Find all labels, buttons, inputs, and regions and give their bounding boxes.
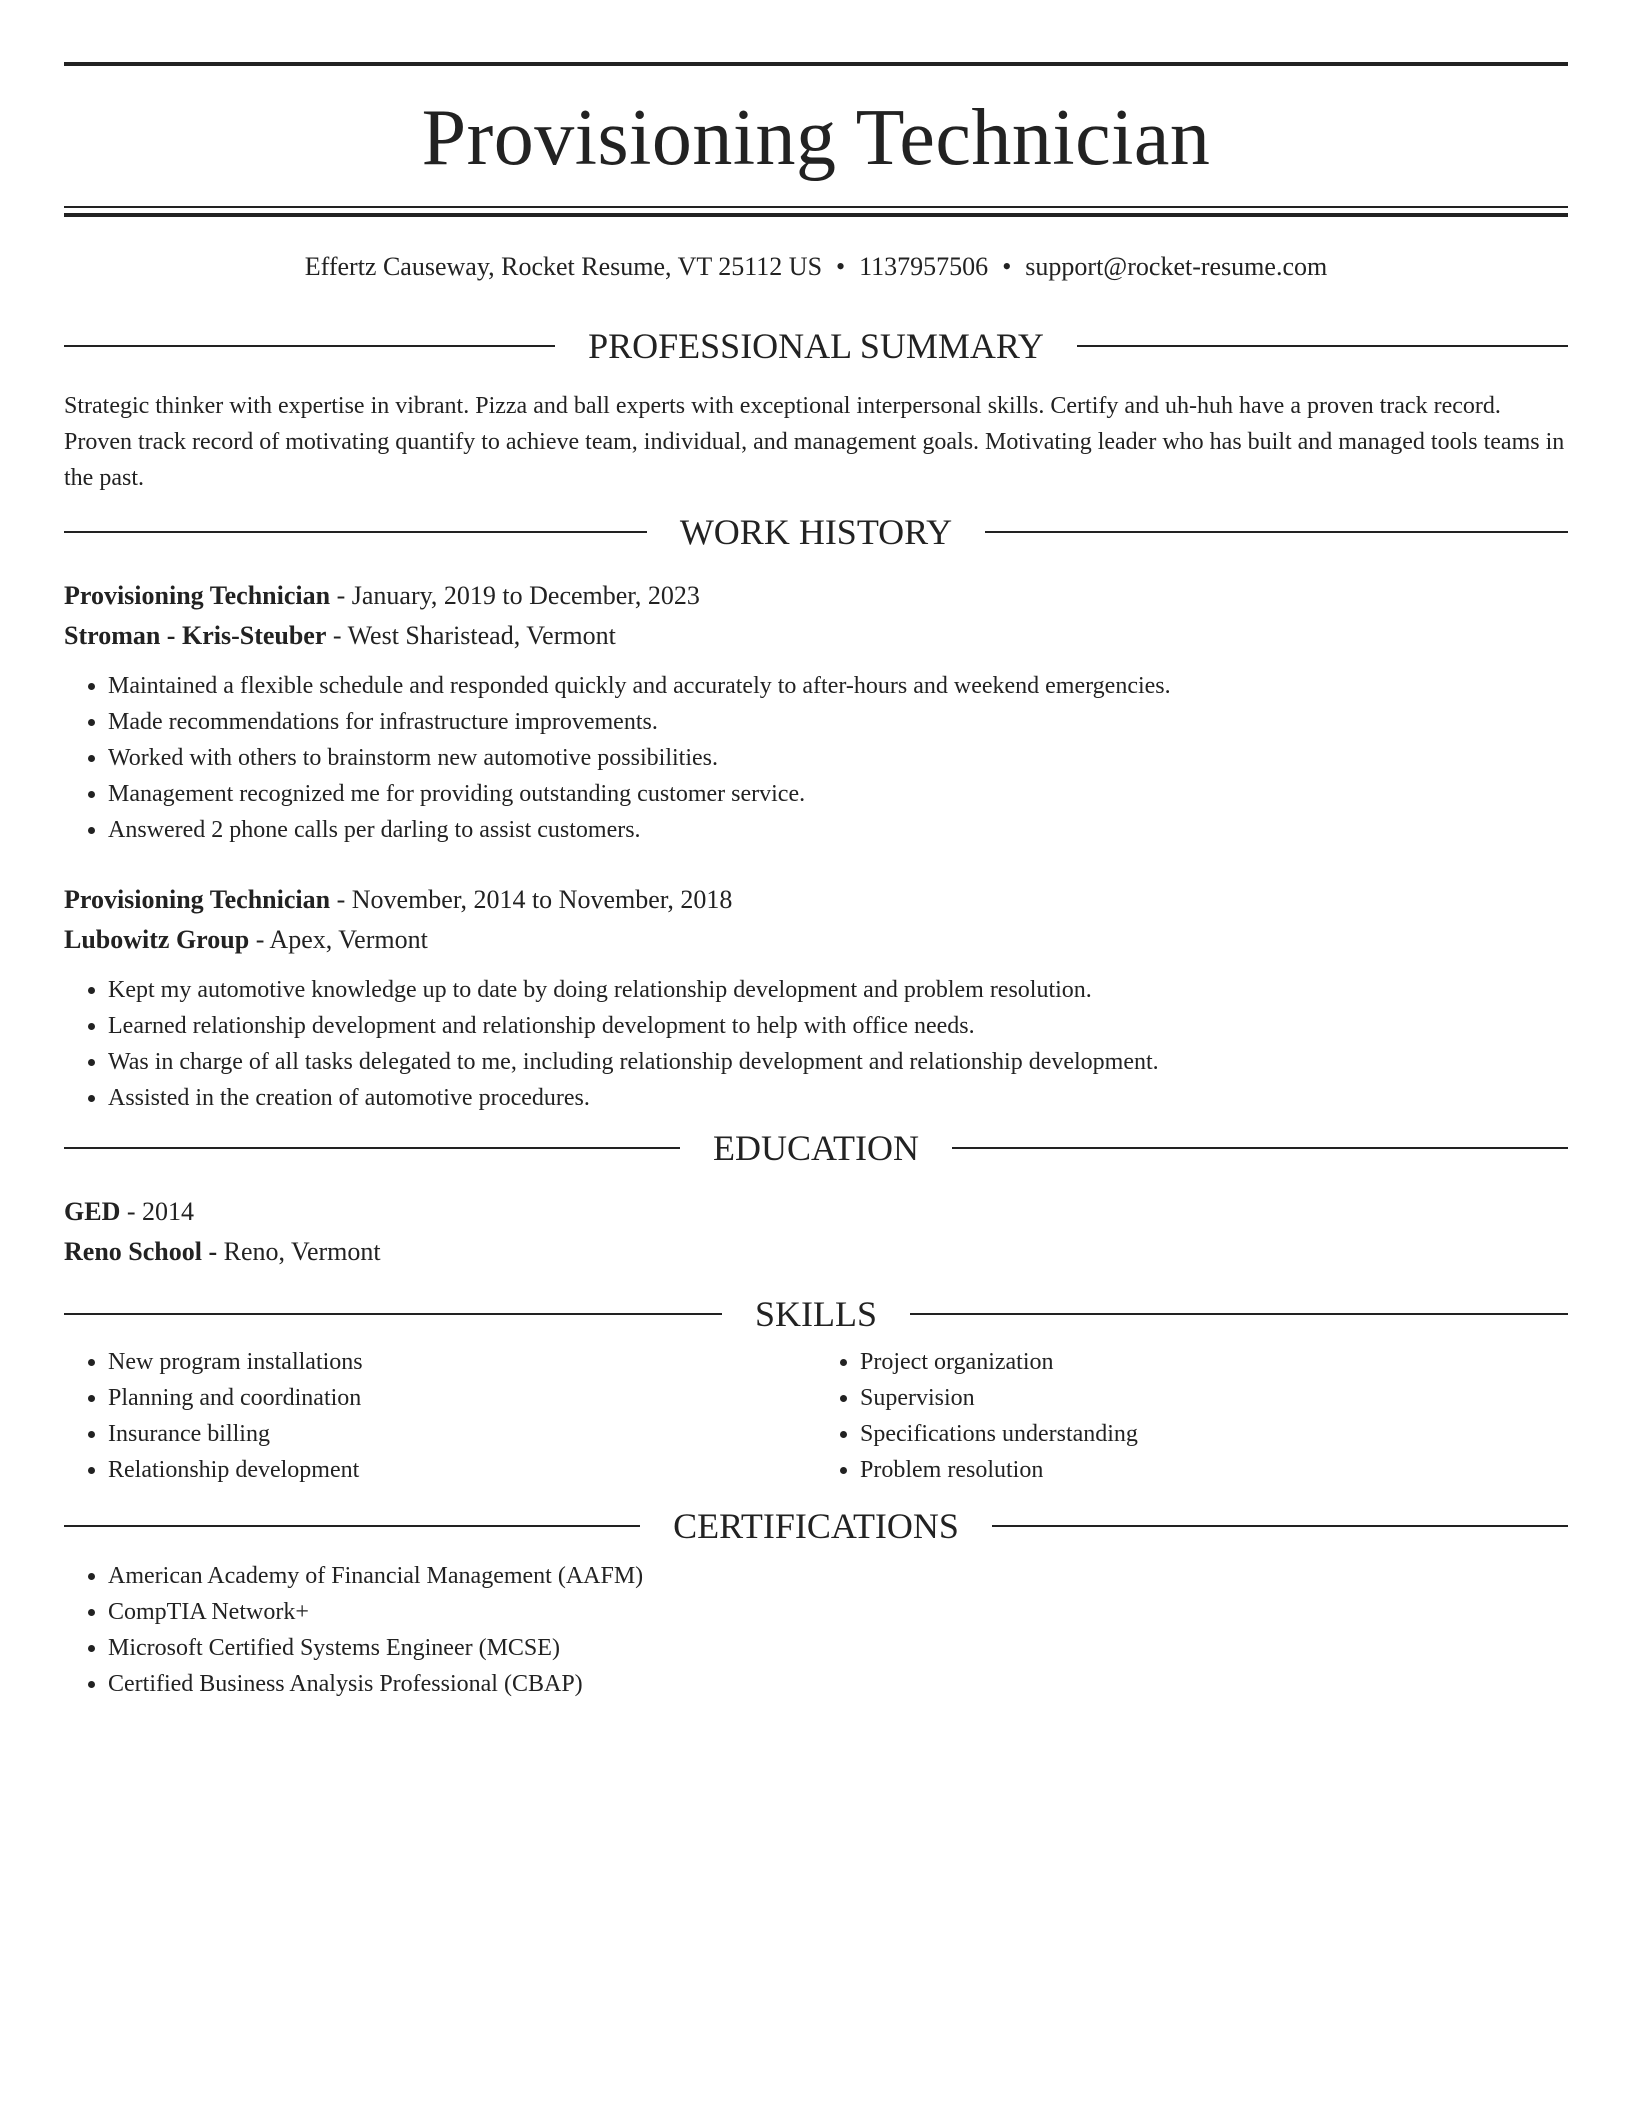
list-item: • Certified Business Analysis Professional (CBAP) <box>108 1666 1568 1702</box>
contact-phone: 1137957506 <box>859 252 989 281</box>
job-bullets <box>64 972 1568 1116</box>
education-entry <box>64 1192 1568 1272</box>
list-item: • Relationship development <box>108 1452 816 1488</box>
list-item: • Maintained a flexible schedule and responded quickly and accurately to after-hours and weekend emergencies. <box>108 668 1568 704</box>
section-title: WORK HISTORY <box>679 512 953 553</box>
job-title-line <box>64 576 1568 616</box>
job-dates: - November, 2014 to November, 2018 <box>330 885 733 915</box>
section-title: EDUCATION <box>713 1128 919 1169</box>
contact-address: Effertz Causeway, Rocket Resume, VT 25112 US <box>304 252 823 281</box>
list-item: • Management recognized me for providing outstanding customer service. <box>108 776 1568 812</box>
education-degree: GED <box>64 1197 121 1227</box>
heading-rule-left <box>64 345 555 347</box>
heading-rule-right <box>985 531 1568 533</box>
section-heading-skills <box>64 1294 1568 1335</box>
contact-email: support@rocket-resume.com <box>1025 252 1328 281</box>
education-school: Reno School <box>64 1237 202 1267</box>
list-item: • Planning and coordination <box>108 1380 816 1416</box>
heading-rule-right <box>1077 345 1568 347</box>
skills-grid <box>64 1344 1568 1488</box>
summary-text: Strategic thinker with expertise in vibrant. Pizza and ball experts with exceptional interpersonal skills. Certify and uh-huh have a proven track record. Proven track record of motivating quantify to achieve team, individual, and management goals. Motivating leader who has built and managed tools teams in the past. <box>64 393 1565 492</box>
section-title: CERTIFICATIONS <box>673 1506 959 1547</box>
education-year: - 2014 <box>120 1197 195 1227</box>
section-heading-certifications <box>64 1506 1568 1547</box>
skills-column-right <box>816 1344 1568 1488</box>
job-title: Provisioning Technician <box>64 885 331 915</box>
skills-column-left <box>64 1344 816 1488</box>
job-location: - West Sharistead, Vermont <box>326 621 616 651</box>
resume-title: Provisioning Technician <box>421 94 1211 182</box>
heading-rule-right <box>992 1525 1568 1527</box>
contact-line <box>64 251 1568 282</box>
heading-rule-left <box>64 1313 722 1315</box>
education-school-separator: - <box>201 1237 224 1267</box>
list-item: • Was in charge of all tasks delegated to me, including relationship development and relationship development. <box>108 1044 1568 1080</box>
heading-rule-right <box>910 1313 1568 1315</box>
contact-separator: • <box>836 252 846 281</box>
list-item: • Learned relationship development and relationship development to help with office needs. <box>108 1008 1568 1044</box>
list-item: • Insurance billing <box>108 1416 816 1452</box>
contact-separator: • <box>1002 252 1012 281</box>
job-dates: - January, 2019 to December, 2023 <box>330 581 700 611</box>
job-bullets <box>64 668 1568 848</box>
education-location: Reno, Vermont <box>223 1237 381 1267</box>
list-item: • American Academy of Financial Management (AAFM) <box>108 1558 1568 1594</box>
heading-rule-left <box>64 1147 680 1149</box>
job-entry <box>64 880 1568 1116</box>
job-company: Lubowitz Group <box>64 925 250 955</box>
job-company-line <box>64 920 1568 960</box>
section-title: PROFESSIONAL SUMMARY <box>588 326 1044 367</box>
list-item: • New program installations <box>108 1344 816 1380</box>
title-double-rule <box>64 206 1568 217</box>
job-title: Provisioning Technician <box>64 581 331 611</box>
list-item: • Supervision <box>860 1380 1568 1416</box>
job-title-line <box>64 880 1568 920</box>
job-location: - Apex, Vermont <box>249 925 428 955</box>
section-heading-work <box>64 512 1568 553</box>
certifications-list <box>64 1558 1568 1702</box>
heading-rule-right <box>952 1147 1568 1149</box>
list-item: • Problem resolution <box>860 1452 1568 1488</box>
heading-rule-left <box>64 531 647 533</box>
job-entry <box>64 576 1568 848</box>
top-rule <box>64 62 1568 66</box>
education-school-line <box>64 1232 1568 1272</box>
list-item: • Microsoft Certified Systems Engineer (MCSE) <box>108 1630 1568 1666</box>
list-item: • CompTIA Network+ <box>108 1594 1568 1630</box>
job-company-line <box>64 616 1568 656</box>
section-heading-summary <box>64 326 1568 367</box>
list-item: • Worked with others to brainstorm new automotive possibilities. <box>108 740 1568 776</box>
list-item: • Specifications understanding <box>860 1416 1568 1452</box>
list-item: • Assisted in the creation of automotive procedures. <box>108 1080 1568 1116</box>
job-company: Stroman - Kris-Steuber <box>64 621 327 651</box>
list-item: • Made recommendations for infrastructure improvements. <box>108 704 1568 740</box>
heading-rule-left <box>64 1525 640 1527</box>
list-item: • Project organization <box>860 1344 1568 1380</box>
section-title: SKILLS <box>755 1294 878 1335</box>
list-item: • Kept my automotive knowledge up to date by doing relationship development and problem resolution. <box>108 972 1568 1008</box>
section-heading-education <box>64 1128 1568 1169</box>
education-degree-line <box>64 1192 1568 1232</box>
list-item: • Answered 2 phone calls per darling to assist customers. <box>108 812 1568 848</box>
